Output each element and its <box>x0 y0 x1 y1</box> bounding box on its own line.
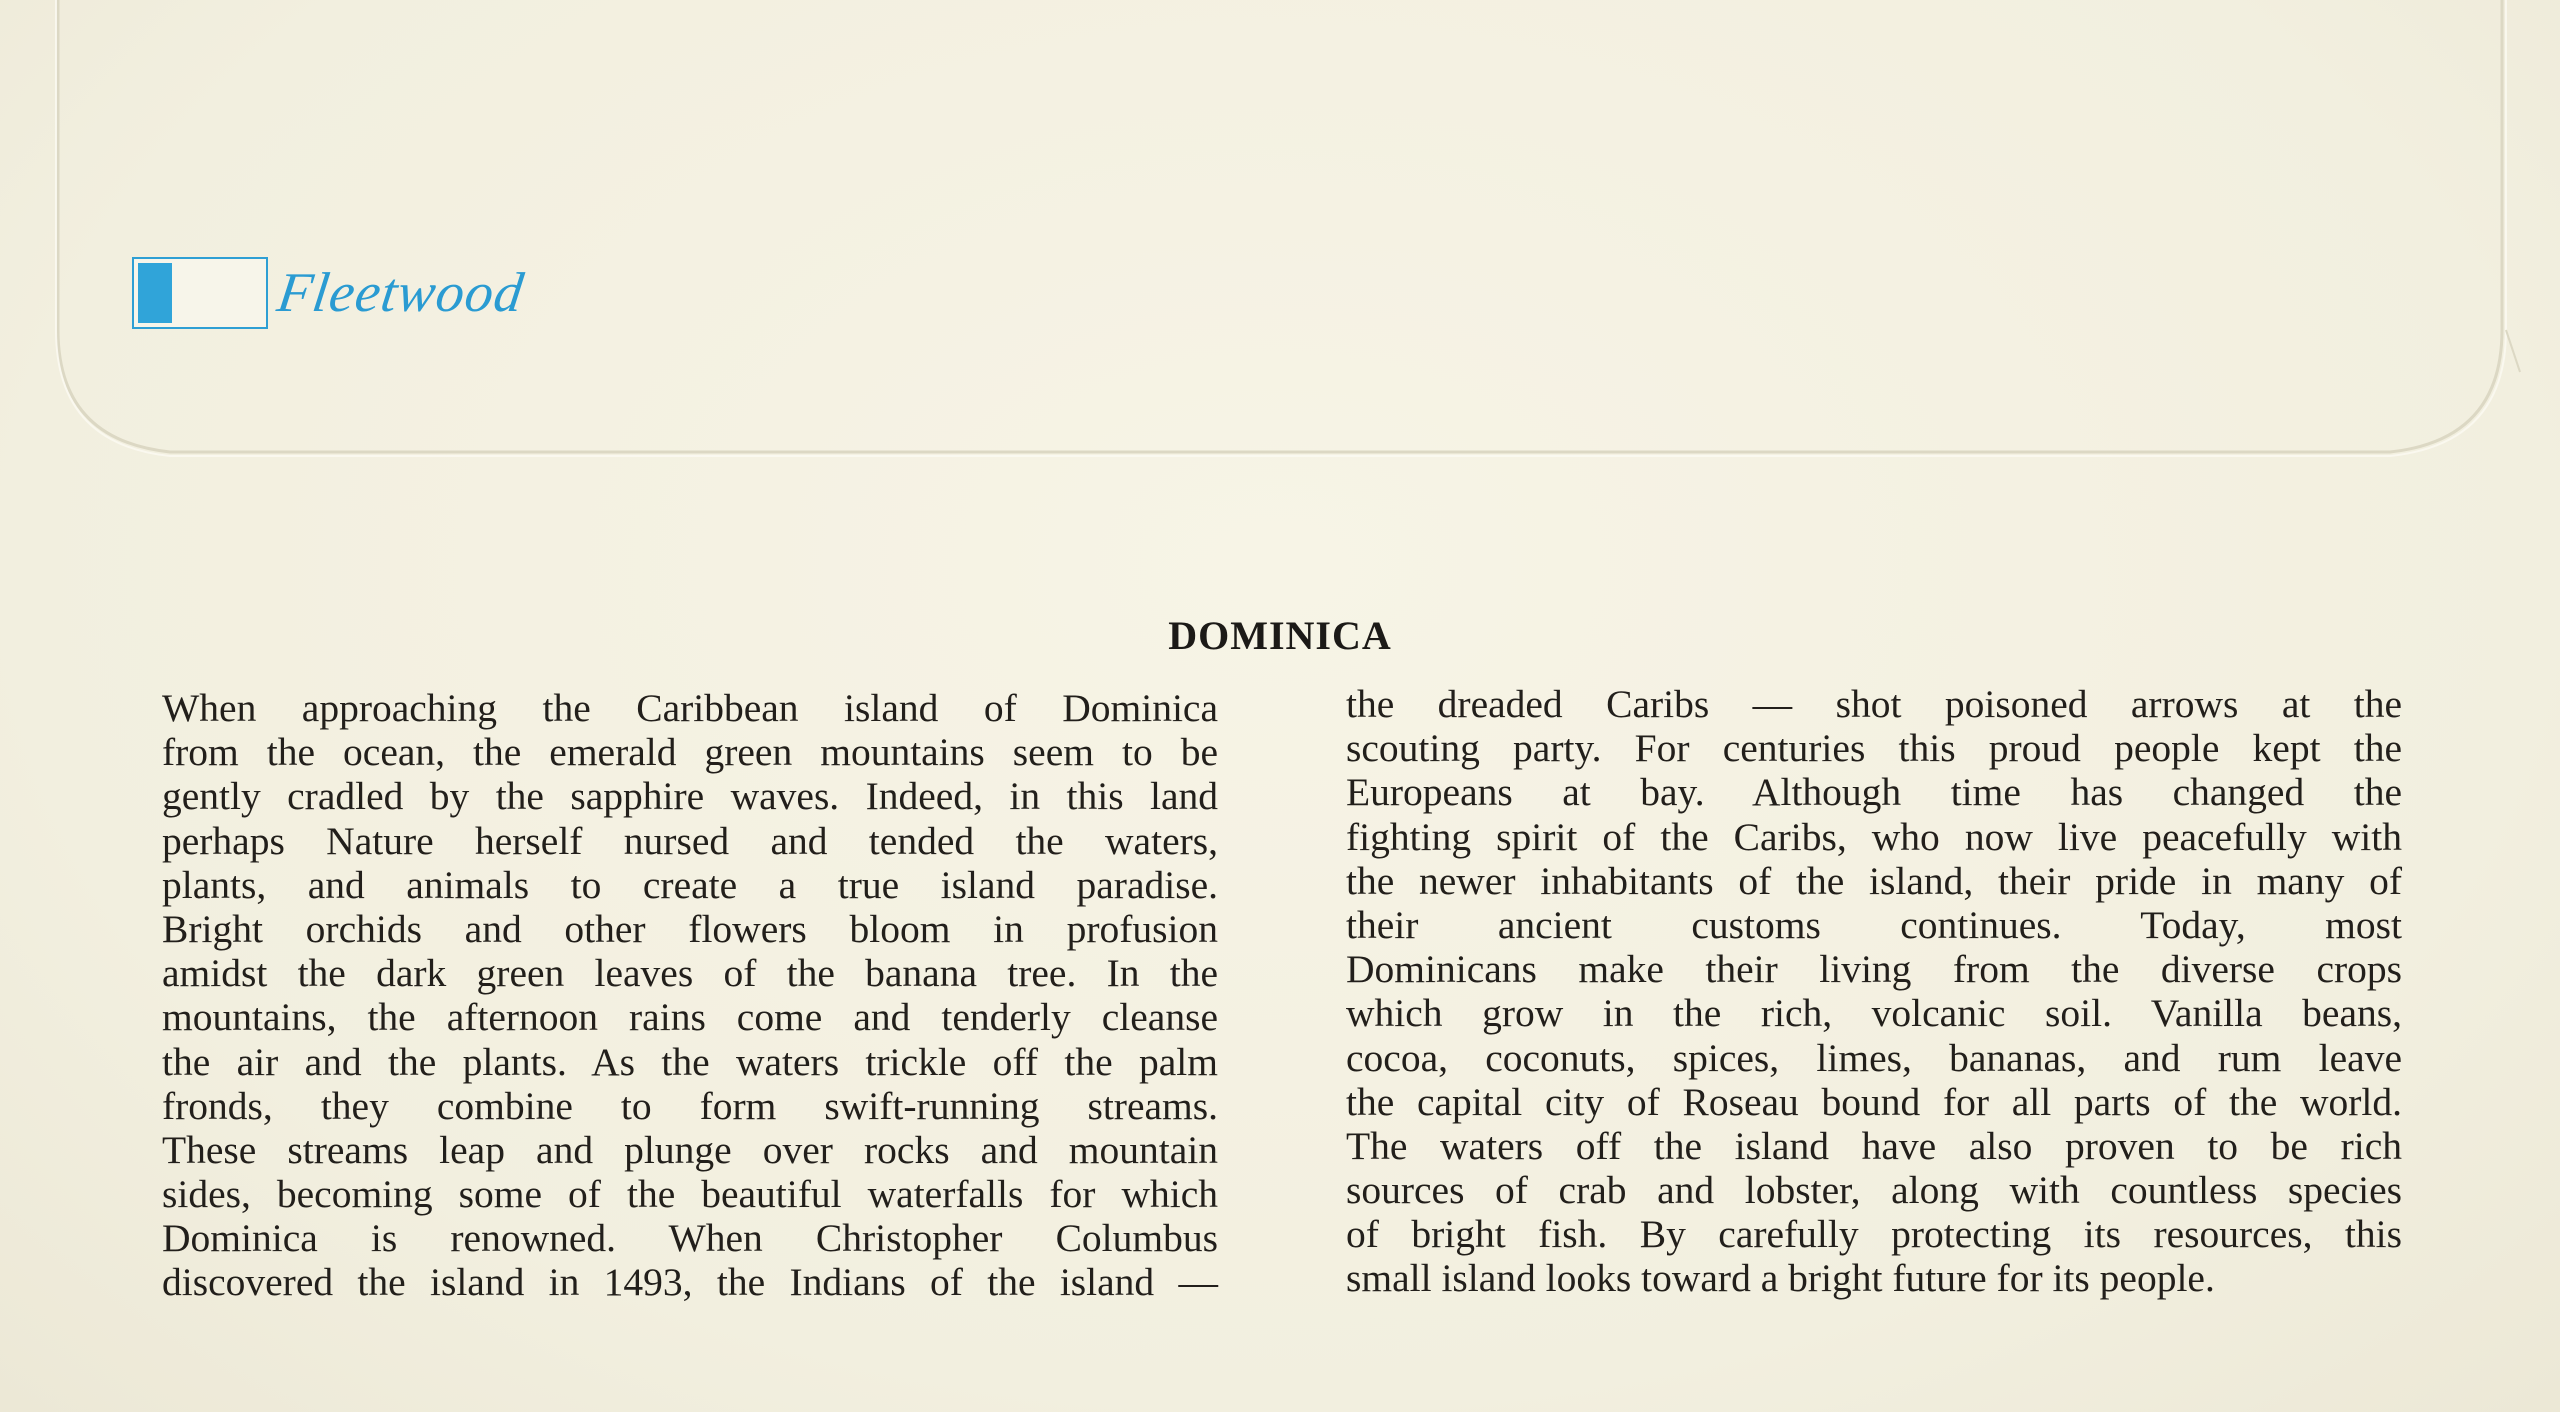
text-line: amidst the dark green leaves of the banana tree. In the <box>162 951 1218 996</box>
text-line: of bright fish. By carefully protecting its resources, this <box>1346 1212 2402 1257</box>
text-line: the newer inhabitants of the island, their pride in many of <box>1346 858 2402 903</box>
text-line: which grow in the rich, volcanic soil. Vanilla beans, <box>1346 991 2402 1036</box>
text-line: Europeans at bay. Although time has changed the <box>1346 770 2402 815</box>
text-line: fighting spirit of the Caribs, who now live peacefully with <box>1346 814 2402 859</box>
text-line: Bright orchids and other flowers bloom in profusion <box>162 906 1218 951</box>
left-column <box>162 686 1218 1305</box>
text-line: Dominica is renowned. When Christopher Columbus <box>162 1216 1218 1261</box>
text-line: perhaps Nature herself nursed and tended the waters, <box>162 818 1218 863</box>
text-line: mountains, the afternoon rains come and tenderly cleanse <box>162 995 1218 1040</box>
text-line: sources of crab and lobster, along with countless species <box>1346 1168 2402 1213</box>
text-line: scouting party. For centuries this proud people kept the <box>1346 726 2402 771</box>
logo-box-icon <box>132 257 268 329</box>
text-line: sides, becoming some of the beautiful waterfalls for which <box>162 1172 1218 1217</box>
text-line: These streams leap and plunge over rocks and mountain <box>162 1127 1218 1172</box>
fleetwood-logo <box>132 255 528 331</box>
right-column <box>1346 682 2402 1301</box>
logo-box-fill <box>138 263 172 323</box>
text-line: the air and the plants. As the waters trickle off the palm <box>162 1039 1218 1084</box>
text-line: cocoa, coconuts, spices, limes, bananas, and rum leave <box>1346 1035 2402 1080</box>
text-line: discovered the island in 1493, the Indians of the island — <box>162 1260 1218 1305</box>
text-line: small island looks toward a bright future for its people. <box>1346 1256 2215 1301</box>
text-line: fronds, they combine to form swift-running streams. <box>162 1083 1218 1128</box>
text-line: The waters off the island have also proven to be rich <box>1346 1123 2402 1168</box>
article-title: DOMINICA <box>1168 613 1392 658</box>
text-line: their ancient customs continues. Today, most <box>1346 902 2402 947</box>
text-line: the dreaded Caribs — shot poisoned arrows at the <box>1346 682 2402 726</box>
text-line: gently cradled by the sapphire waves. Indeed, in this land <box>162 774 1218 819</box>
text-line: plants, and animals to create a true island paradise. <box>162 862 1218 907</box>
text-line: Dominicans make their living from the diverse crops <box>1346 947 2402 992</box>
text-line: When approaching the Caribbean island of Dominica <box>162 686 1218 730</box>
text-line: the capital city of Roseau bound for all parts of the world. <box>1346 1079 2402 1124</box>
logo-wordmark: Fleetwood <box>273 262 528 324</box>
text-line: from the ocean, the emerald green mountains seem to be <box>162 730 1218 775</box>
